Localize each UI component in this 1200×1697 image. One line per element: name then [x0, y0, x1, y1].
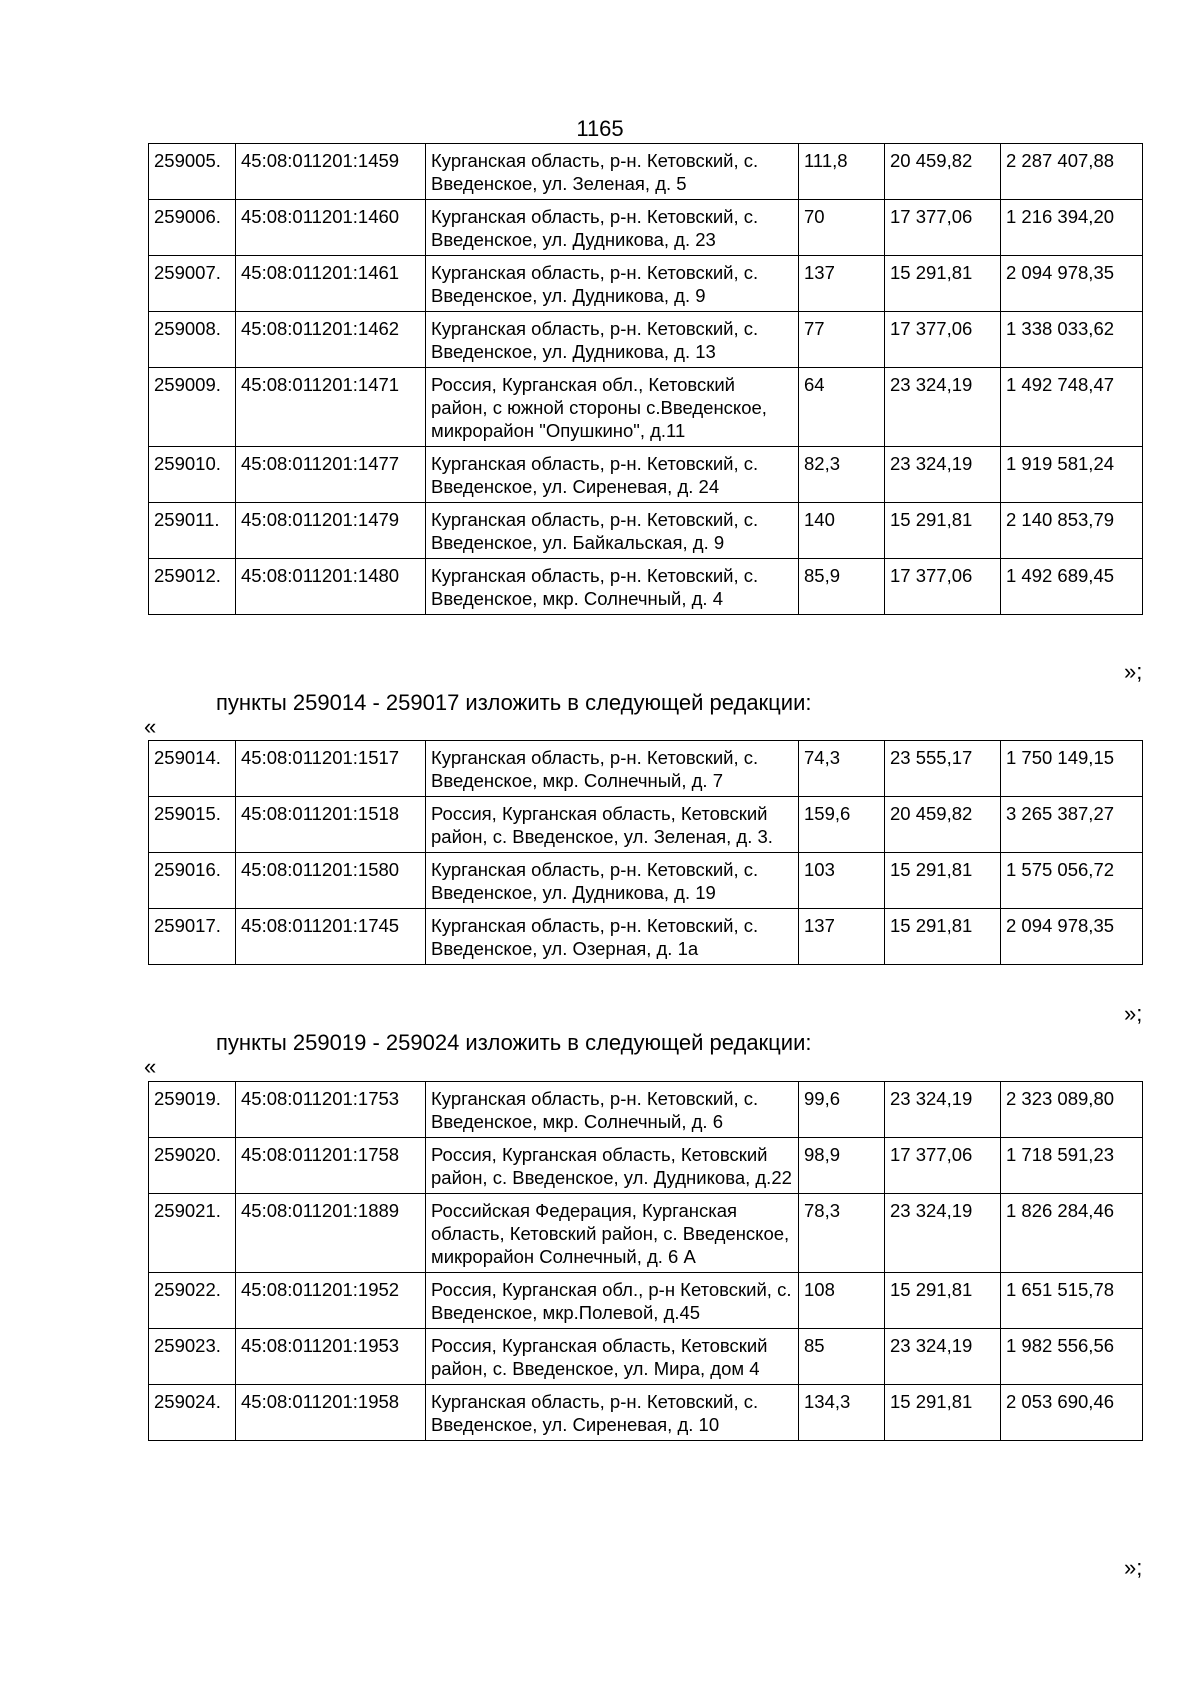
area-cell: 140 [799, 503, 885, 559]
rate-cell: 17 377,06 [885, 1138, 1001, 1194]
registry-table-2 [148, 740, 1143, 965]
table-row [149, 256, 1143, 312]
cadastral-number-cell: 45:08:011201:1471 [236, 368, 426, 447]
address-cell: Курганская область, р-н. Кетовский, с. Введенское, ул. Байкальская, д. 9 [426, 503, 799, 559]
value-cell: 2 094 978,35 [1001, 909, 1143, 965]
table-row [149, 447, 1143, 503]
item-number-cell: 259019. [149, 1082, 236, 1138]
cadastral-number-cell: 45:08:011201:1953 [236, 1329, 426, 1385]
cadastral-number-cell: 45:08:011201:1459 [236, 144, 426, 200]
opening-quote-2: « [144, 1054, 157, 1079]
cadastral-number-cell: 45:08:011201:1958 [236, 1385, 426, 1441]
instruction-text-1: пункты 259014 - 259017 изложить в следующей редакции: [216, 690, 812, 715]
registry-table-1 [148, 143, 1143, 615]
area-cell: 159,6 [799, 797, 885, 853]
table-row [149, 1194, 1143, 1273]
area-cell: 64 [799, 368, 885, 447]
rate-cell: 23 324,19 [885, 1329, 1001, 1385]
item-number-cell: 259016. [149, 853, 236, 909]
address-cell: Курганская область, р-н. Кетовский, с. Введенское, мкр. Солнечный, д. 7 [426, 741, 799, 797]
table-row [149, 797, 1143, 853]
table-row [149, 312, 1143, 368]
rate-cell: 23 324,19 [885, 1082, 1001, 1138]
table-row [149, 559, 1143, 615]
rate-cell: 15 291,81 [885, 853, 1001, 909]
closing-quote-2: »; [1124, 1001, 1143, 1026]
table-row [149, 909, 1143, 965]
registry-table-3 [148, 1081, 1143, 1441]
rate-cell: 15 291,81 [885, 1273, 1001, 1329]
address-cell: Россия, Курганская область, Кетовский район, с. Введенское, ул. Дудникова, д.22 [426, 1138, 799, 1194]
area-cell: 98,9 [799, 1138, 885, 1194]
table-row [149, 1385, 1143, 1441]
area-cell: 137 [799, 909, 885, 965]
table-row [149, 853, 1143, 909]
value-cell: 1 718 591,23 [1001, 1138, 1143, 1194]
area-cell: 99,6 [799, 1082, 885, 1138]
value-cell: 1 338 033,62 [1001, 312, 1143, 368]
rate-cell: 23 324,19 [885, 368, 1001, 447]
cadastral-number-cell: 45:08:011201:1952 [236, 1273, 426, 1329]
item-number-cell: 259008. [149, 312, 236, 368]
address-cell: Курганская область, р-н. Кетовский, с. Введенское, ул. Дудникова, д. 13 [426, 312, 799, 368]
rate-cell: 20 459,82 [885, 797, 1001, 853]
cadastral-number-cell: 45:08:011201:1580 [236, 853, 426, 909]
address-cell: Курганская область, р-н. Кетовский, с. Введенское, мкр. Солнечный, д. 6 [426, 1082, 799, 1138]
item-number-cell: 259012. [149, 559, 236, 615]
address-cell: Курганская область, р-н. Кетовский, с. Введенское, мкр. Солнечный, д. 4 [426, 559, 799, 615]
cadastral-number-cell: 45:08:011201:1517 [236, 741, 426, 797]
item-number-cell: 259011. [149, 503, 236, 559]
value-cell: 1 919 581,24 [1001, 447, 1143, 503]
address-cell: Курганская область, р-н. Кетовский, с. Введенское, ул. Сиреневая, д. 24 [426, 447, 799, 503]
address-cell: Курганская область, р-н. Кетовский, с. Введенское, ул. Дудникова, д. 9 [426, 256, 799, 312]
item-number-cell: 259009. [149, 368, 236, 447]
address-cell: Курганская область, р-н. Кетовский, с. Введенское, ул. Озерная, д. 1а [426, 909, 799, 965]
address-cell: Курганская область, р-н. Кетовский, с. Введенское, ул. Зеленая, д. 5 [426, 144, 799, 200]
item-number-cell: 259005. [149, 144, 236, 200]
item-number-cell: 259017. [149, 909, 236, 965]
rate-cell: 23 324,19 [885, 447, 1001, 503]
table-row [149, 144, 1143, 200]
cadastral-number-cell: 45:08:011201:1460 [236, 200, 426, 256]
rate-cell: 17 377,06 [885, 312, 1001, 368]
address-cell: Россия, Курганская обл., Кетовский район, с южной стороны с.Введенское, микрорайон "Опушкино", д.11 [426, 368, 799, 447]
item-number-cell: 259006. [149, 200, 236, 256]
address-cell: Курганская область, р-н. Кетовский, с. Введенское, ул. Сиреневая, д. 10 [426, 1385, 799, 1441]
closing-quote-1: »; [1124, 659, 1143, 684]
rate-cell: 15 291,81 [885, 503, 1001, 559]
instruction-text-2: пункты 259019 - 259024 изложить в следующей редакции: [216, 1030, 812, 1055]
cadastral-number-cell: 45:08:011201:1479 [236, 503, 426, 559]
value-cell: 3 265 387,27 [1001, 797, 1143, 853]
area-cell: 77 [799, 312, 885, 368]
value-cell: 1 492 748,47 [1001, 368, 1143, 447]
address-cell: Россия, Курганская область, Кетовский район, с. Введенское, ул. Мира, дом 4 [426, 1329, 799, 1385]
address-cell: Россия, Курганская обл., р-н Кетовский, с. Введенское, мкр.Полевой, д.45 [426, 1273, 799, 1329]
rate-cell: 20 459,82 [885, 144, 1001, 200]
table-row [149, 503, 1143, 559]
value-cell: 2 287 407,88 [1001, 144, 1143, 200]
cadastral-number-cell: 45:08:011201:1461 [236, 256, 426, 312]
table-row [149, 1082, 1143, 1138]
value-cell: 1 216 394,20 [1001, 200, 1143, 256]
cadastral-number-cell: 45:08:011201:1480 [236, 559, 426, 615]
item-number-cell: 259024. [149, 1385, 236, 1441]
table-row [149, 368, 1143, 447]
item-number-cell: 259021. [149, 1194, 236, 1273]
item-number-cell: 259007. [149, 256, 236, 312]
rate-cell: 17 377,06 [885, 559, 1001, 615]
cadastral-number-cell: 45:08:011201:1462 [236, 312, 426, 368]
item-number-cell: 259020. [149, 1138, 236, 1194]
value-cell: 2 053 690,46 [1001, 1385, 1143, 1441]
rate-cell: 17 377,06 [885, 200, 1001, 256]
area-cell: 82,3 [799, 447, 885, 503]
page-number: 1165 [576, 116, 624, 141]
value-cell: 2 140 853,79 [1001, 503, 1143, 559]
value-cell: 1 575 056,72 [1001, 853, 1143, 909]
area-cell: 70 [799, 200, 885, 256]
rate-cell: 23 324,19 [885, 1194, 1001, 1273]
cadastral-number-cell: 45:08:011201:1753 [236, 1082, 426, 1138]
cadastral-number-cell: 45:08:011201:1758 [236, 1138, 426, 1194]
table-row [149, 1273, 1143, 1329]
item-number-cell: 259022. [149, 1273, 236, 1329]
opening-quote-1: « [144, 714, 157, 739]
area-cell: 74,3 [799, 741, 885, 797]
address-cell: Курганская область, р-н. Кетовский, с. Введенское, ул. Дудникова, д. 23 [426, 200, 799, 256]
table-row [149, 1329, 1143, 1385]
rate-cell: 15 291,81 [885, 909, 1001, 965]
table-row [149, 1138, 1143, 1194]
value-cell: 1 651 515,78 [1001, 1273, 1143, 1329]
area-cell: 85,9 [799, 559, 885, 615]
value-cell: 1 826 284,46 [1001, 1194, 1143, 1273]
area-cell: 134,3 [799, 1385, 885, 1441]
value-cell: 2 323 089,80 [1001, 1082, 1143, 1138]
rate-cell: 23 555,17 [885, 741, 1001, 797]
address-cell: Российская Федерация, Курганская область, Кетовский район, с. Введенское, микрорайон Солнечный, д. 6 А [426, 1194, 799, 1273]
cadastral-number-cell: 45:08:011201:1518 [236, 797, 426, 853]
address-cell: Россия, Курганская область, Кетовский район, с. Введенское, ул. Зеленая, д. 3. [426, 797, 799, 853]
area-cell: 85 [799, 1329, 885, 1385]
cadastral-number-cell: 45:08:011201:1477 [236, 447, 426, 503]
item-number-cell: 259023. [149, 1329, 236, 1385]
item-number-cell: 259014. [149, 741, 236, 797]
table-row [149, 741, 1143, 797]
cadastral-number-cell: 45:08:011201:1745 [236, 909, 426, 965]
rate-cell: 15 291,81 [885, 1385, 1001, 1441]
area-cell: 137 [799, 256, 885, 312]
rate-cell: 15 291,81 [885, 256, 1001, 312]
closing-quote-3: »; [1124, 1555, 1143, 1580]
area-cell: 108 [799, 1273, 885, 1329]
area-cell: 111,8 [799, 144, 885, 200]
value-cell: 1 750 149,15 [1001, 741, 1143, 797]
value-cell: 1 982 556,56 [1001, 1329, 1143, 1385]
value-cell: 1 492 689,45 [1001, 559, 1143, 615]
address-cell: Курганская область, р-н. Кетовский, с. Введенское, ул. Дудникова, д. 19 [426, 853, 799, 909]
area-cell: 78,3 [799, 1194, 885, 1273]
value-cell: 2 094 978,35 [1001, 256, 1143, 312]
area-cell: 103 [799, 853, 885, 909]
cadastral-number-cell: 45:08:011201:1889 [236, 1194, 426, 1273]
item-number-cell: 259015. [149, 797, 236, 853]
table-row [149, 200, 1143, 256]
item-number-cell: 259010. [149, 447, 236, 503]
